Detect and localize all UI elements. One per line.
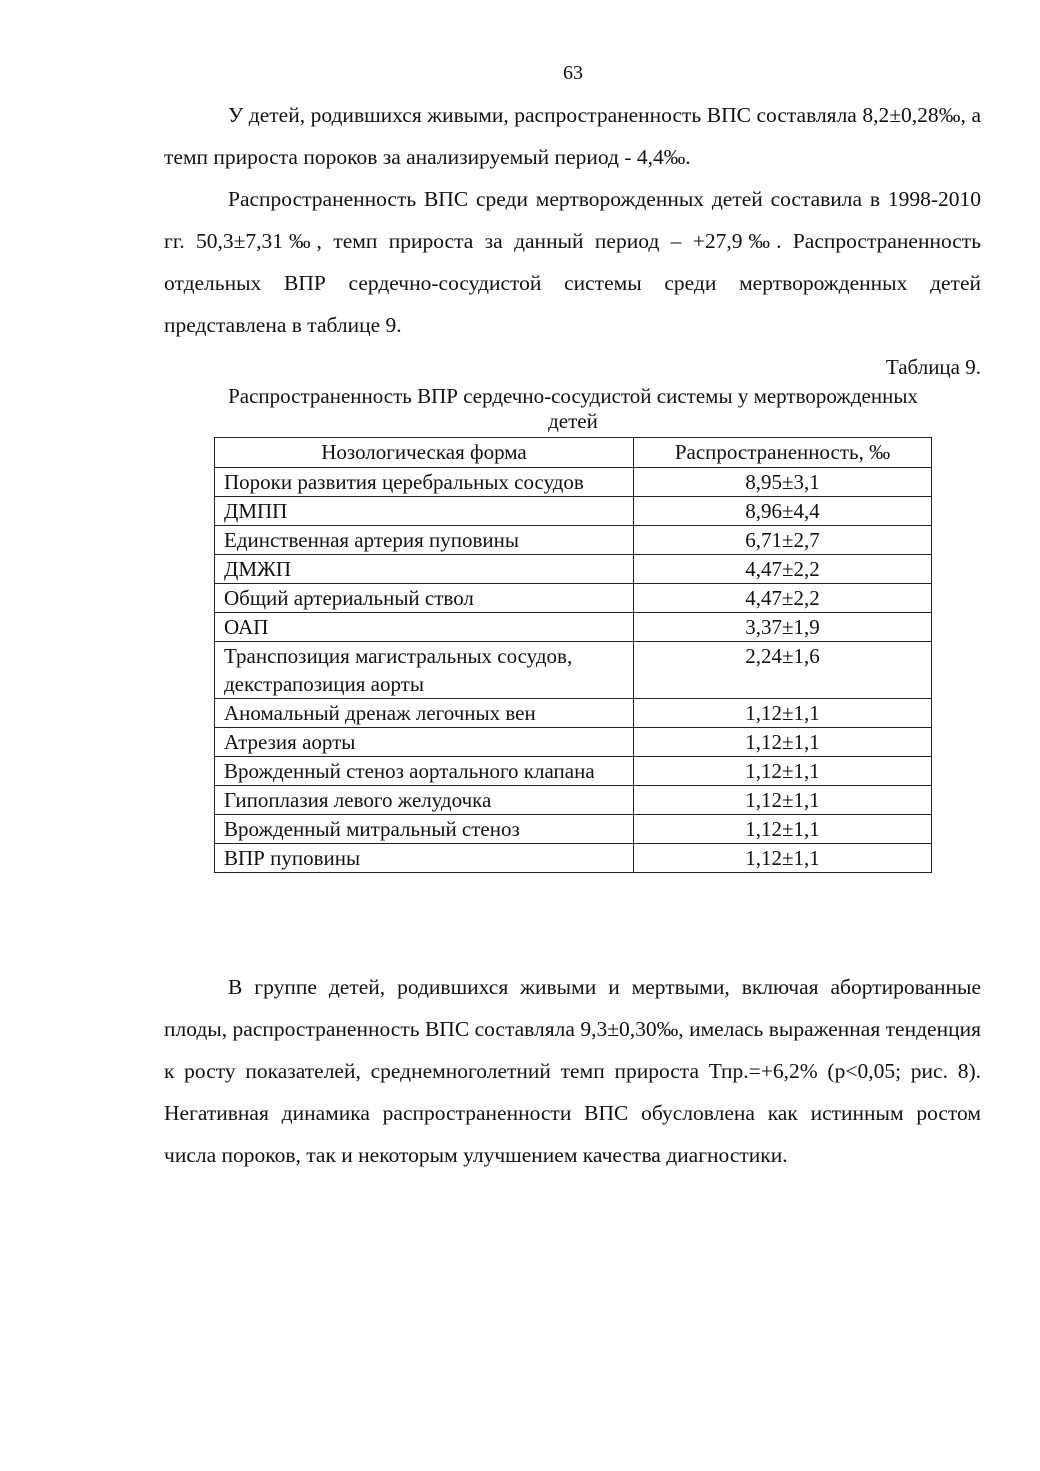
column-header-prevalence: Распространенность, ‰ bbox=[634, 438, 932, 468]
cell-form: ВПР пуповины bbox=[215, 844, 634, 873]
cell-value: 8,95±3,1 bbox=[634, 468, 932, 497]
cell-value: 1,12±1,1 bbox=[634, 699, 932, 728]
table-row bbox=[215, 613, 932, 642]
cell-value: 8,96±4,4 bbox=[634, 497, 932, 526]
cell-value: 6,71±2,7 bbox=[634, 526, 932, 555]
table-caption: Распространенность ВПР сердечно-сосудистой системы у мертворожденных детей bbox=[228, 384, 918, 433]
paragraph-live-births: У детей, родившихся живыми, распространенность ВПС составляла 8,2±0,28‰, а темп прироста пороков за анализируемый период - 4,4‰. bbox=[164, 103, 981, 169]
cell-form: Врожденный стеноз аортального клапана bbox=[215, 757, 634, 786]
cell-form: Аномальный дренаж легочных вен bbox=[215, 699, 634, 728]
cell-value: 1,12±1,1 bbox=[634, 728, 932, 757]
cell-value: 1,12±1,1 bbox=[634, 786, 932, 815]
table-header-row bbox=[215, 438, 932, 468]
table-row bbox=[215, 728, 932, 757]
cell-form: ДМЖП bbox=[215, 555, 634, 584]
cell-form: Общий артериальный ствол bbox=[215, 584, 634, 613]
table-row bbox=[215, 555, 932, 584]
cell-form: Единственная артерия пуповины bbox=[215, 526, 634, 555]
table-row bbox=[215, 844, 932, 873]
cell-value: 2,24±1,6 bbox=[634, 642, 932, 699]
paragraph-combined-group: В группе детей, родившихся живыми и мертвыми, включая абортированные плоды, распространенность ВПС составляла 9,3±0,30‰, имелась выраженная тенденция к росту показателей, среднемноголетний темп прироста Тпр.=+6,2% (p<0,05; рис. 8). Негативная динамика распространенности ВПС обусловлена как истинным ростом числа пороков, так и некоторым улучшением качества диагностики. bbox=[164, 975, 981, 1167]
cell-form: Пороки развития церебральных сосудов bbox=[215, 468, 634, 497]
table-row bbox=[215, 526, 932, 555]
cell-value: 1,12±1,1 bbox=[634, 815, 932, 844]
prevalence-table bbox=[214, 437, 932, 873]
cell-form: Транспозиция магистральных сосудов, декстрапозиция аорты bbox=[215, 642, 634, 699]
cell-value: 1,12±1,1 bbox=[634, 844, 932, 873]
table-row bbox=[215, 699, 932, 728]
cell-form: ДМПП bbox=[215, 497, 634, 526]
table-row bbox=[215, 497, 932, 526]
cell-value: 3,37±1,9 bbox=[634, 613, 932, 642]
page-number: 63 bbox=[563, 62, 583, 84]
table-row bbox=[215, 815, 932, 844]
cell-form: Атрезия аорты bbox=[215, 728, 634, 757]
table-row bbox=[215, 757, 932, 786]
table-row bbox=[215, 642, 932, 699]
table-number-label: Таблица 9. bbox=[885, 355, 981, 379]
table-row bbox=[215, 584, 932, 613]
cell-value: 4,47±2,2 bbox=[634, 555, 932, 584]
cell-form: Врожденный митральный стеноз bbox=[215, 815, 634, 844]
cell-value: 1,12±1,1 bbox=[634, 757, 932, 786]
cell-form: ОАП bbox=[215, 613, 634, 642]
paragraph-stillbirths: Распространенность ВПС среди мертворожденных детей составила в 1998-2010 гг. 50,3±7,31‰, темп прироста за данный период – +27,9‰. Распространенность отдельных ВПР сердечно-сосудистой системы среди мертворожденных детей представлена в таблице 9. bbox=[164, 187, 981, 337]
column-header-form: Нозологическая форма bbox=[215, 438, 634, 468]
cell-form: Гипоплазия левого желудочка bbox=[215, 786, 634, 815]
table-row bbox=[215, 468, 932, 497]
table-row bbox=[215, 786, 932, 815]
cell-value: 4,47±2,2 bbox=[634, 584, 932, 613]
